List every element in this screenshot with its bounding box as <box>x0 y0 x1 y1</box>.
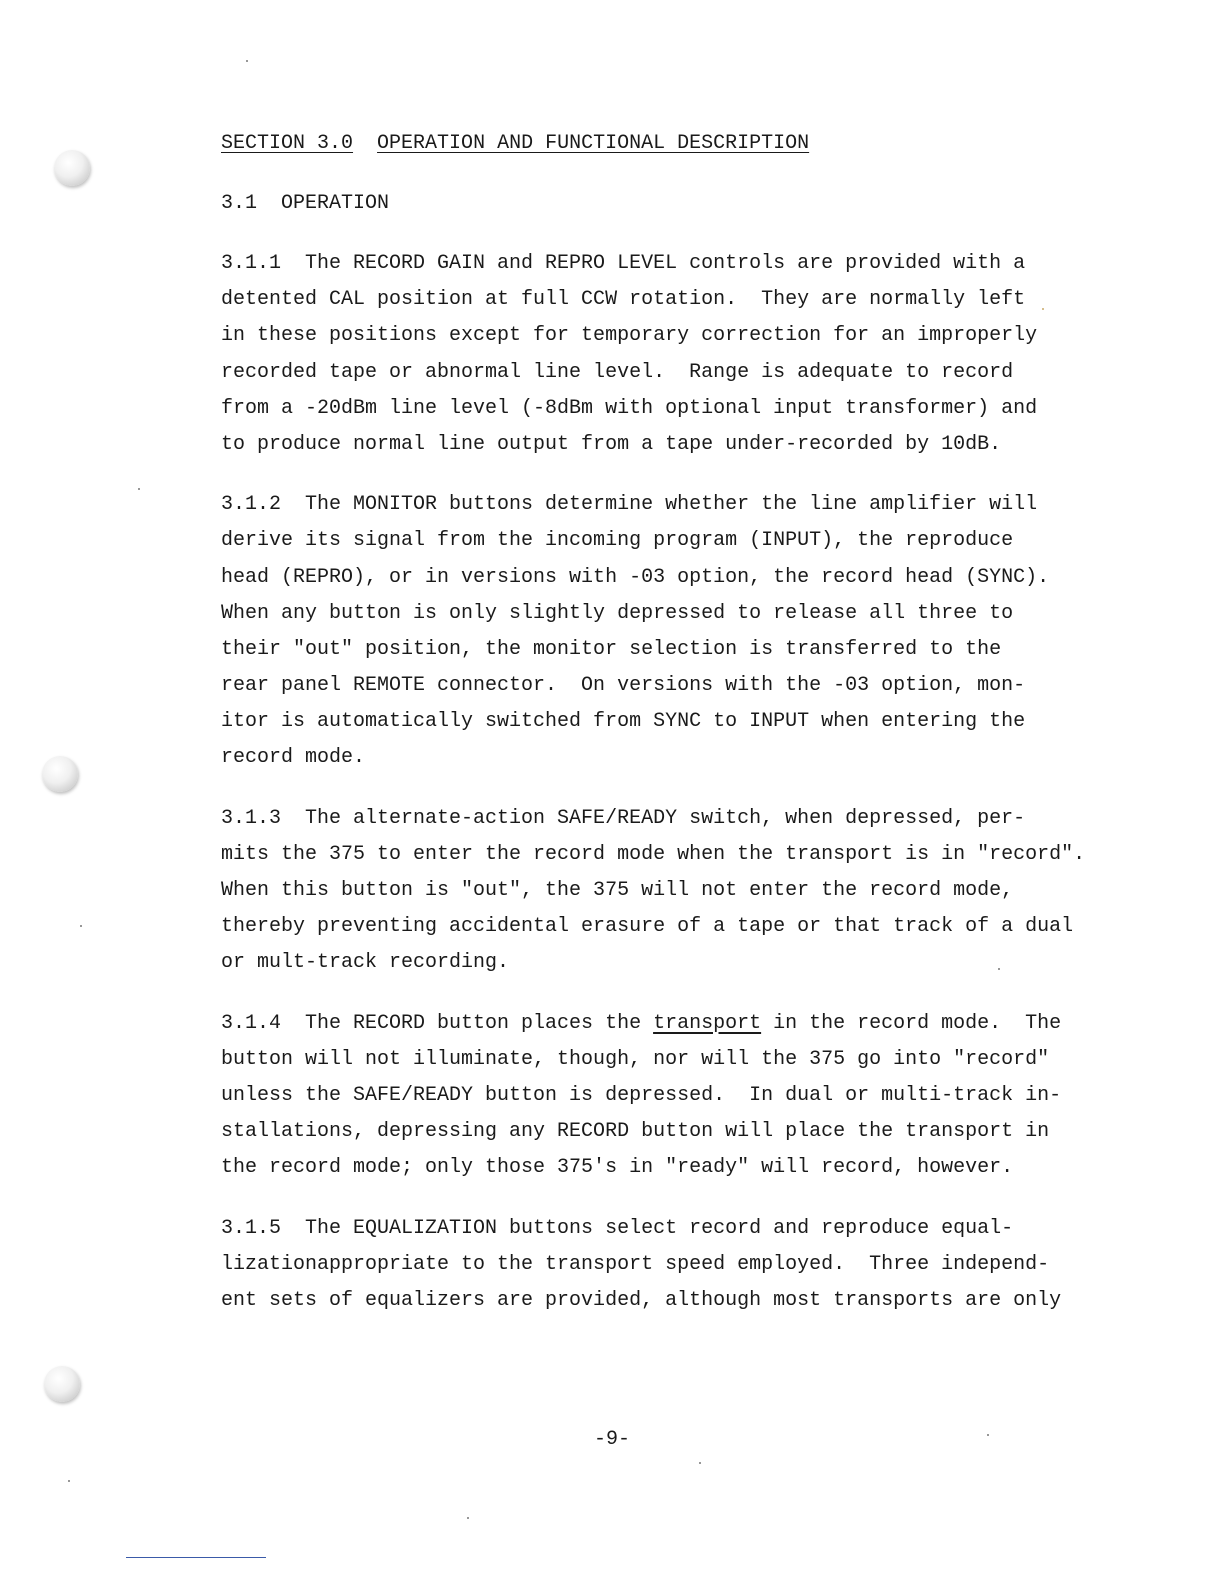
page-body <box>221 126 1101 1319</box>
scan-speck <box>467 1517 469 1519</box>
subsection-heading: 3.1 OPERATION <box>221 192 390 215</box>
scan-speck <box>246 60 248 62</box>
text-line: stallations, depressing any RECORD button will place the transport in <box>221 1120 1050 1144</box>
page-number: -9- <box>593 1428 630 1451</box>
text-line: detented CAL position at full CCW rotation. They are normally left <box>221 288 1026 312</box>
text-line: ent sets of equalizers are provided, although most transports are only <box>221 1288 1062 1312</box>
paragraph-3-1-4 <box>221 1006 1101 1187</box>
paragraph-3-1-5 <box>221 1211 1101 1320</box>
section-title <box>221 126 1101 162</box>
scan-speck <box>68 1480 70 1482</box>
text-line: 3.1.2 The MONITOR buttons determine whether the line amplifier will <box>221 493 1038 517</box>
binder-hole-bottom <box>44 1366 80 1402</box>
text-line: When any button is only slightly depressed to release all three to <box>221 601 1014 625</box>
text-line: record mode. <box>221 746 366 770</box>
text-line: derive its signal from the incoming program (INPUT), the reproduce <box>221 529 1014 553</box>
text-line: head (REPRO), or in versions with -03 option, the record head (SYNC). <box>221 565 1050 589</box>
bottom-rule <box>126 1557 266 1558</box>
text-line: from a -20dBm line level (-8dBm with optional input transformer) and <box>221 396 1038 420</box>
text-line: 3.1.5 The EQUALIZATION buttons select record and reproduce equal- <box>221 1216 1014 1240</box>
text-line: When this button is "out", the 375 will not enter the record mode, <box>221 879 1014 902</box>
text-line: rear panel REMOTE connector. On versions with the -03 option, mon- <box>221 674 1026 698</box>
text-line: or mult-track recording. <box>221 951 510 975</box>
text-line: thereby preventing accidental erasure of a tape or that track of a dual <box>221 915 1074 939</box>
text-line: the record mode; only those 375's in "ready" will record, however. <box>221 1156 1014 1180</box>
paragraph-3-1-2 <box>221 487 1101 777</box>
section-name: OPERATION AND FUNCTIONAL DESCRIPTION <box>377 132 810 155</box>
text-line: to produce normal line output from a tape under-recorded by 10dB. <box>221 432 1002 456</box>
text-line: in these positions except for temporary correction for an improperly <box>221 324 1038 348</box>
text-line-with-underline: 3.1.4 The RECORD button places the transport in the record mode. The <box>221 1011 1062 1035</box>
text-line: 3.1.1 The RECORD GAIN and REPRO LEVEL controls are provided with a <box>221 252 1026 275</box>
scan-speck <box>998 968 1000 970</box>
text-line: recorded tape or abnormal line level. Range is adequate to record <box>221 360 1014 384</box>
text-line: unless the SAFE/READY button is depressed. In dual or multi-track in- <box>221 1083 1062 1107</box>
text-line: lizationappropriate to the transport speed employed. Three independ- <box>221 1252 1050 1276</box>
paragraph-3-1-1 <box>221 246 1101 463</box>
scan-speck <box>1042 308 1044 310</box>
binder-hole-middle <box>42 756 78 792</box>
section-number: SECTION 3.0 <box>221 132 354 155</box>
text-line: mits the 375 to enter the record mode when the transport is in "record". <box>221 842 1086 866</box>
binder-hole-top <box>54 150 90 186</box>
paragraph-3-1-3 <box>221 801 1101 982</box>
text-line: their "out" position, the monitor selection is transferred to the <box>221 637 1002 661</box>
text-line: 3.1.3 The alternate-action SAFE/READY switch, when depressed, per- <box>221 806 1026 830</box>
scan-speck <box>80 925 82 927</box>
scan-speck <box>987 1434 989 1436</box>
scan-speck <box>699 1462 701 1464</box>
text-line: itor is automatically switched from SYNC to INPUT when entering the <box>221 710 1026 734</box>
scan-speck <box>138 488 140 490</box>
underlined-word: transport <box>653 1011 762 1035</box>
text-line: button will not illuminate, though, nor will the 375 go into "record" <box>221 1047 1050 1071</box>
